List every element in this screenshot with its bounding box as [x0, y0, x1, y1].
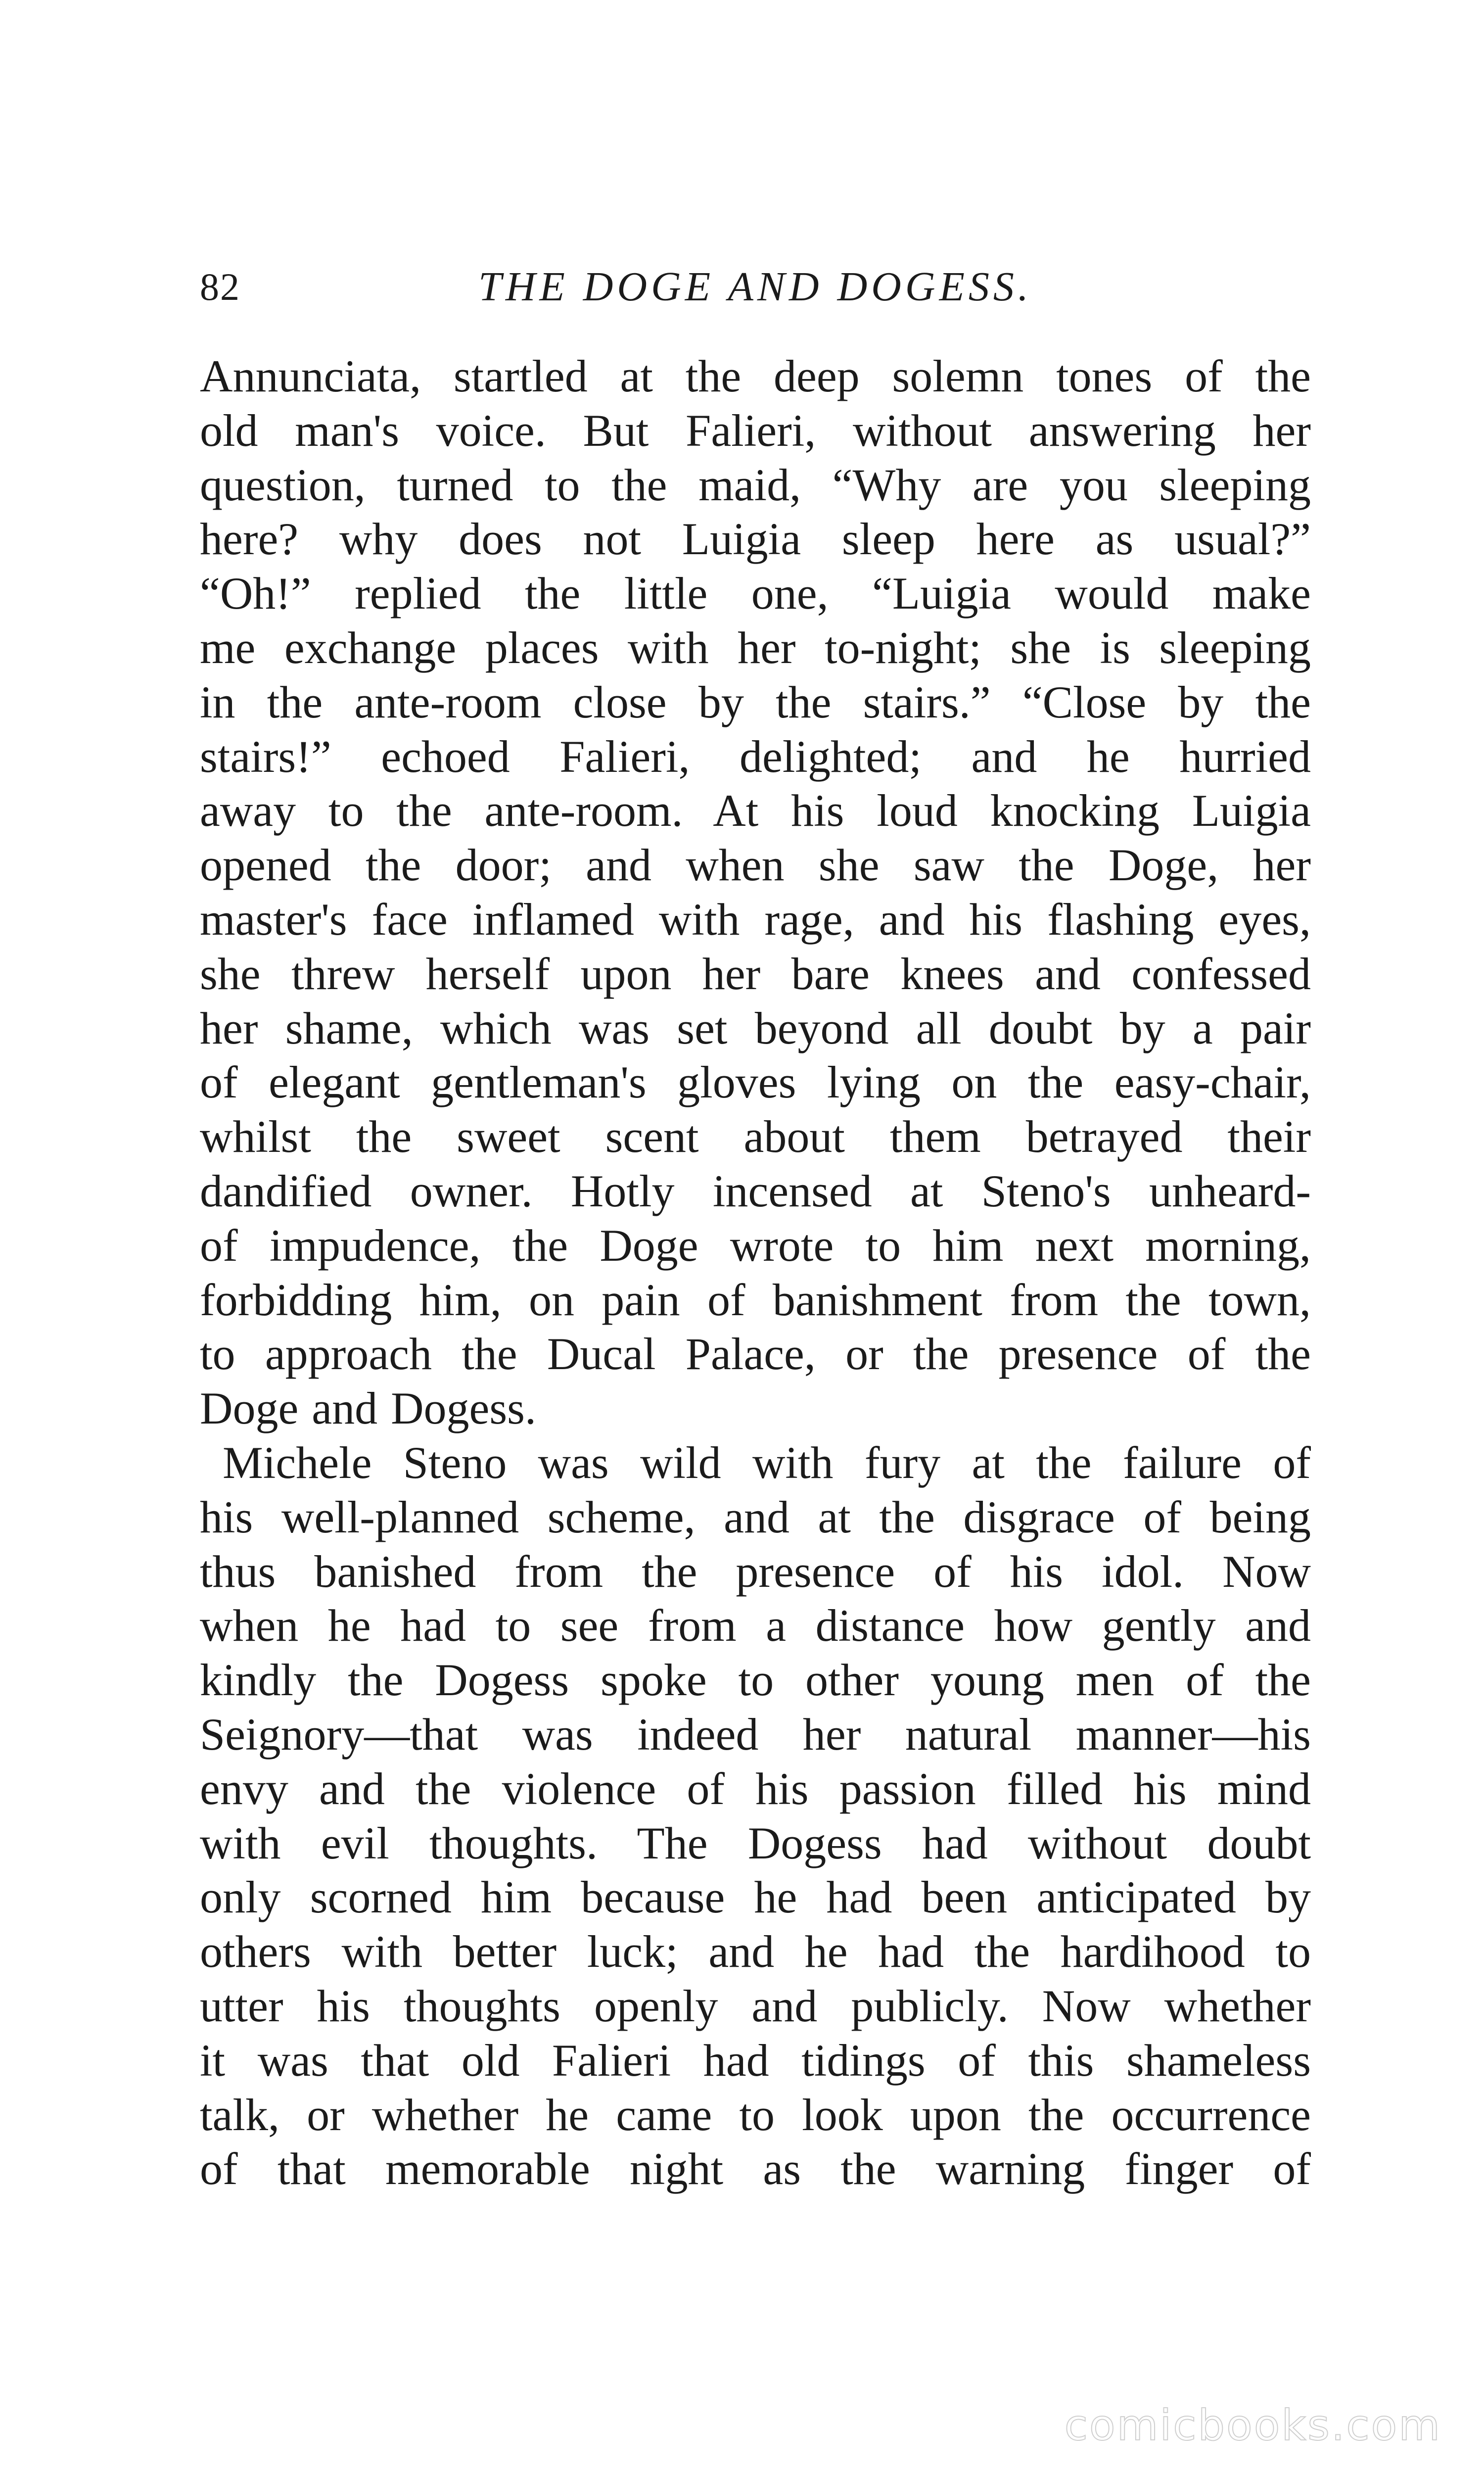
text-line: to approach the Ducal Palace, or the presence of the — [200, 1329, 1311, 1380]
text-line: Seignory—that was indeed her natural manner—his — [200, 1709, 1311, 1760]
text-line: of impudence, the Doge wrote to him next morning, — [200, 1220, 1311, 1271]
text-line: forbidding him, on pain of banishment from the town, — [200, 1274, 1311, 1325]
text-line: thus banished from the presence of his idol. Now — [200, 1546, 1311, 1597]
text-line: master's face inflamed with rage, and his flashing eyes, — [200, 894, 1311, 945]
text-line: it was that old Falieri had tidings of this shameless — [200, 2035, 1311, 2086]
text-line: talk, or whether he came to look upon the occurrence — [200, 2089, 1311, 2140]
paragraph-end-line: Doge and Dogess. — [200, 1383, 536, 1434]
text-line: kindly the Dogess spoke to other young men of the — [200, 1655, 1311, 1706]
text-line: she threw herself upon her bare knees and confessed — [200, 948, 1311, 999]
text-line: in the ante-room close by the stairs.” “Close by the — [200, 676, 1311, 727]
text-line: with evil thoughts. The Dogess had without doubt — [200, 1817, 1311, 1868]
text-line: his well-planned scheme, and at the disgrace of being — [200, 1491, 1311, 1542]
text-line: here? why does not Luigia sleep here as usual?” — [200, 514, 1311, 565]
text-line: opened the door; and when she saw the Doge, her — [200, 840, 1311, 891]
text-line: utter his thoughts openly and publicly. Now whether — [200, 1980, 1311, 2031]
text-line: “Oh!” replied the little one, “Luigia would make — [200, 568, 1311, 619]
text-line: me exchange places with her to-night; she is sleeping — [200, 622, 1311, 673]
running-title: THE DOGE AND DOGESS. — [478, 264, 1032, 310]
text-line: others with better luck; and he had the hardihood to — [200, 1926, 1311, 1977]
text-line: stairs!” echoed Falieri, delighted; and he hurried — [200, 731, 1311, 782]
text-line: away to the ante-room. At his loud knocking Luigia — [200, 785, 1311, 836]
text-line: whilst the sweet scent about them betrayed their — [200, 1111, 1311, 1162]
text-line: her shame, which was set beyond all doubt by a pair — [200, 1002, 1311, 1053]
text-line: envy and the violence of his passion filled his mind — [200, 1763, 1311, 1814]
watermark: comicbooks.com — [1064, 2401, 1441, 2450]
text-line: only scorned him because he had been anticipated by — [200, 1872, 1311, 1923]
text-line: when he had to see from a distance how gently and — [200, 1600, 1311, 1651]
body-text — [200, 349, 1311, 2239]
text-line: of elegant gentleman's gloves lying on the easy-chair, — [200, 1057, 1311, 1108]
text-line: old man's voice. But Falieri, without answering her — [200, 405, 1311, 456]
text-line: question, turned to the maid, “Why are you sleeping — [200, 459, 1311, 510]
page-number: 82 — [200, 265, 240, 308]
text-line: dandified owner. Hotly incensed at Steno's unheard- — [200, 1165, 1311, 1216]
paragraph-start-line: Michele Steno was wild with fury at the failure of — [223, 1437, 1311, 1488]
text-line: Annunciata, startled at the deep solemn tones of the — [200, 351, 1311, 401]
text-line: of that memorable night as the warning finger of — [200, 2143, 1311, 2194]
running-head — [200, 260, 1311, 314]
